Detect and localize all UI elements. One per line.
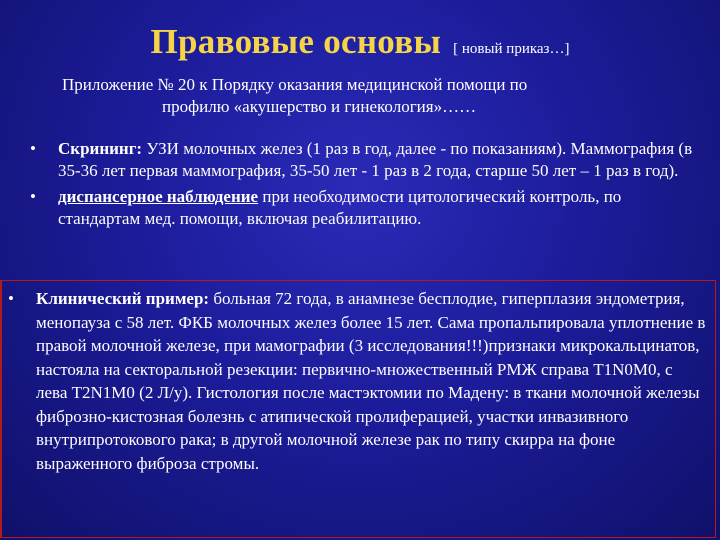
- bullet-text-dispensary: при необходимости цитологический контроль, по стандартам мед. помощи, включая реабилитацию.: [58, 187, 622, 228]
- appendix-line-2: профилю «акушерство и гинекология»……: [162, 97, 477, 116]
- clinical-body: больная 72 года, в анамнезе бесплодие, гиперплазия эндометрия, менопауза с 58 лет. ФКБ молочных желез более 15 лет. Сама пропальпировала уплотнение в правой молочной железе, при мамографии (3 исследования!!!)признаки микрокальцинатов, настояла на секторальной резекции: первично-множественный РМЖ справа T1N0M0, с лева T2N1M0 (2 Л/у). Гистология после мастэктомии по Мадену: в ткани молочной железы фиброзно-кистозная болезнь с атипической пролиферацией, участки инвазивного внутрипротокового рака; в другой молочной железе рак по типу скирра на фоне выраженного фиброза стромы.: [36, 289, 706, 473]
- bullet-text-screening: УЗИ молочных желез (1 раз в год, далее - по показаниям). Маммография (в 35-36 лет первая маммография, 35-50 лет - 1 раз в 2 года, старше 50 лет – 1 раз в год).: [58, 139, 693, 180]
- bullet-screening: [30, 138, 700, 182]
- clinical-lead: Клинический пример:: [36, 289, 210, 308]
- appendix-reference: [62, 74, 682, 118]
- title-subtitle: [ новый приказ…]: [453, 41, 570, 57]
- bullet-lead-dispensary: диспансерное наблюдение: [58, 187, 259, 206]
- title-main: Правовые основы: [150, 22, 442, 61]
- slide-title: [0, 22, 720, 62]
- bullet-marker: •: [30, 139, 36, 158]
- bullet-dispensary: [30, 186, 700, 230]
- clinical-example-box: [0, 280, 716, 538]
- bullet-list: [30, 138, 700, 234]
- appendix-line-1: Приложение № 20 к Порядку оказания медицинской помощи по: [62, 75, 528, 94]
- clinical-example-text: [8, 287, 708, 475]
- bullet-lead-screening: Скрининг:: [58, 139, 143, 158]
- bullet-marker: •: [8, 289, 14, 308]
- bullet-marker: •: [30, 187, 36, 206]
